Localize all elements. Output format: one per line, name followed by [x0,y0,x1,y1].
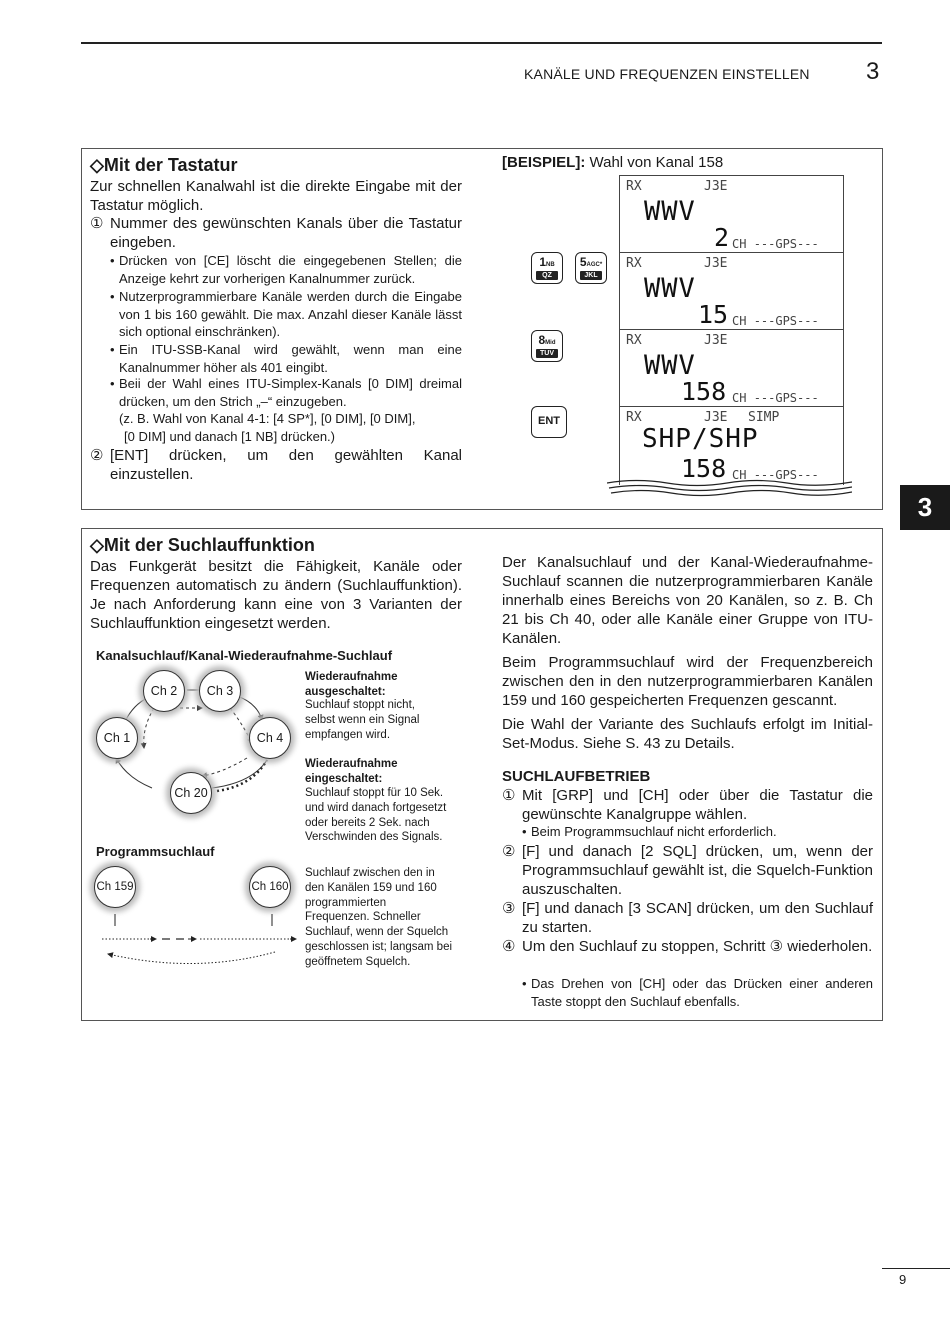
lcd-torn-edge [607,478,852,500]
example-text: Wahl von Kanal 158 [585,154,724,171]
key-1-nb: 1NB QZ [531,252,563,284]
bullet-dot: • [110,342,115,357]
header-title: KANÄLE UND FREQUENZEN EINSTELLEN [524,66,810,82]
section-scan-intro: Das Funkgerät besitzt die Fähigkeit, Kanäle oder Frequenzen automatisch zu ändern (Suchlauffunktion). Je nach Anforderung kann eine von 3 Varianten der Suchlauffunktion eingesetzt werden. [90,558,462,632]
op1-number: ① [502,787,516,804]
resume-on-text: Suchlauf stoppt für 10 Sek. und wird danach fortgesetzt oder bereits 2 Sek. nach Verschwinden des Signals. [305,787,447,844]
lcd-display-3: RX J3E WWV 158 CH ---GPS--- [619,329,844,408]
bullet-simplex: Beii der Wahl eines ITU-Simplex-Kanals [0 DIM] dreimal drücken, um den Strich „–“ einzugeben. [119,376,462,409]
footer-rule [882,1268,950,1269]
channel-circle-ch160: Ch 160 [249,866,291,908]
op3-number: ③ [502,900,516,917]
resume-off-title: Wiederaufnahme ausgeschaltet: [305,671,398,698]
step1-number: ① [90,215,104,232]
simplex-example-line2: [0 DIM] und danach [1 NB] drücken.) [124,429,335,444]
resume-on-title: Wiederaufnahme eingeschaltet: [305,758,398,785]
op4-bullet: Das Drehen von [CH] oder das Drücken einer anderen Taste stoppt den Suchlauf ebenfalls. [531,976,873,1009]
channel-circle-ch159: Ch 159 [94,866,136,908]
right-paragraph-3: Die Wahl der Variante des Suchlaufs erfolgt im Initial-Set-Modus. Siehe S. 43 zu Details. [502,716,873,752]
page-number: 9 [899,1272,907,1287]
right-paragraph-1: Der Kanalsuchlauf und der Kanal-Wiederaufnahme-Suchlauf scannen die nutzerprogrammierbaren Kanäle innerhalb eines Bereichs von 20 Kanälen, so z. B. Ch 21 bis Ch 40, oder alle Kanäle einer Gruppe von ITU-Kanälen. [502,554,873,647]
section-scan-heading: ◇Mit der Suchlauffunktion [90,535,315,555]
example-label: [BEISPIEL]: [502,154,586,171]
resume-off-text: Suchlauf stoppt nicht, selbst wenn ein Signal empfangen wird. [305,699,420,741]
bullet-dot: • [522,976,527,991]
chapter-side-tab: 3 [900,485,950,530]
op1-text: Mit [GRP] und [CH] oder über die Tastatur die gewünschte Kanalgruppe wählen. [522,787,873,823]
channel-circle-ch3: Ch 3 [199,670,241,712]
channel-circle-ch20: Ch 20 [170,772,212,814]
simplex-example-line1: (z. B. Wahl von Kanal 4-1: [4 SP*], [0 DIM], [0 DIM], [119,411,416,426]
channel-circle-ch2: Ch 2 [143,670,185,712]
op3-text: [F] und danach [3 SCAN] drücken, um den Suchlauf zu starten. [522,900,873,936]
bullet-dot: • [522,824,527,839]
diamond-icon: ◇ [90,155,104,175]
op4-number: ④ [502,938,516,955]
example-caption [502,153,723,172]
step2-text: [ENT] drücken, um den gewählten Kanal einzustellen. [110,447,462,483]
channel-circle-ch1: Ch 1 [96,717,138,759]
key-8-mid: 8Mid TUV [531,330,563,362]
op4-text: Um den Suchlauf zu stoppen, Schritt ③ wiederholen. [522,938,873,955]
lcd-display-1: RX J3E WWV 2 CH ---GPS--- [619,175,844,254]
program-scan-arrows [100,912,300,970]
op1-bullet: Beim Programmsuchlauf nicht erforderlich. [531,824,777,839]
key-ent: ENT [531,406,567,438]
bullet-dot: • [110,253,115,268]
op2-text: [F] und danach [2 SQL] drücken, um, wenn der Programmsuchlauf gewählt ist, die Squelch-Funktion auszuschalten. [522,843,873,898]
diagram-program-scan-title: Programmsuchlauf [96,844,215,859]
section-keypad-heading: ◇Mit der Tastatur [90,155,238,175]
lcd-display-2: RX J3E WWV 15 CH ---GPS--- [619,252,844,331]
step2-number: ② [90,447,104,464]
top-rule [81,42,882,44]
diagram-channel-scan-title: Kanalsuchlauf/Kanal-Wiederaufnahme-Suchlauf [96,648,393,663]
op2-number: ② [502,843,516,860]
bullet-itu-ssb: Ein ITU-SSB-Kanal wird gewählt, wenn man eine Kanalnummer höher als 401 eingibt. [119,342,462,375]
bullet-dot: • [110,289,115,304]
section-keypad-intro: Zur schnellen Kanalwahl ist die direkte Eingabe mit der Tastatur möglich. [90,178,462,214]
program-scan-text: Suchlauf zwischen den in den Kanälen 159 und 160 programmierten Frequenzen. Schneller Suchlauf, wenn der Squelch geschlossen ist; langsam bei geöffnetem Squelch. [305,867,453,968]
diamond-icon: ◇ [90,535,104,555]
key-5-agc: 5AGC* JKL [575,252,607,284]
bullet-clear: Drücken von [CE] löscht die eingegebenen Stellen; die Anzeige kehrt zur vorherigen Kanalnummer zurück. [119,253,462,286]
channel-circle-ch4: Ch 4 [249,717,291,759]
bullet-dot: • [110,376,115,391]
header-chapter-number: 3 [866,58,880,85]
bullet-user-channels: Nutzerprogrammierbare Kanäle werden durch die Eingabe von 1 bis 160 gewählt. Die max. Anzahl dieser Kanäle lässt sich optional einschränken). [119,289,462,339]
right-paragraph-2: Beim Programmsuchlauf wird der Frequenzbereich zwischen den in den nutzerprogrammierbaren Kanälen 159 und 160 gespeicherten Frequenzen gescannt. [502,654,873,709]
scan-operation-heading: SUCHLAUFBETRIEB [502,768,651,785]
lcd-display-4: RX J3E SIMP SHP/SHP 158 CH ---GPS--- [619,406,844,485]
step1-text: Nummer des gewünschten Kanals über die Tastatur eingeben. [110,215,462,251]
